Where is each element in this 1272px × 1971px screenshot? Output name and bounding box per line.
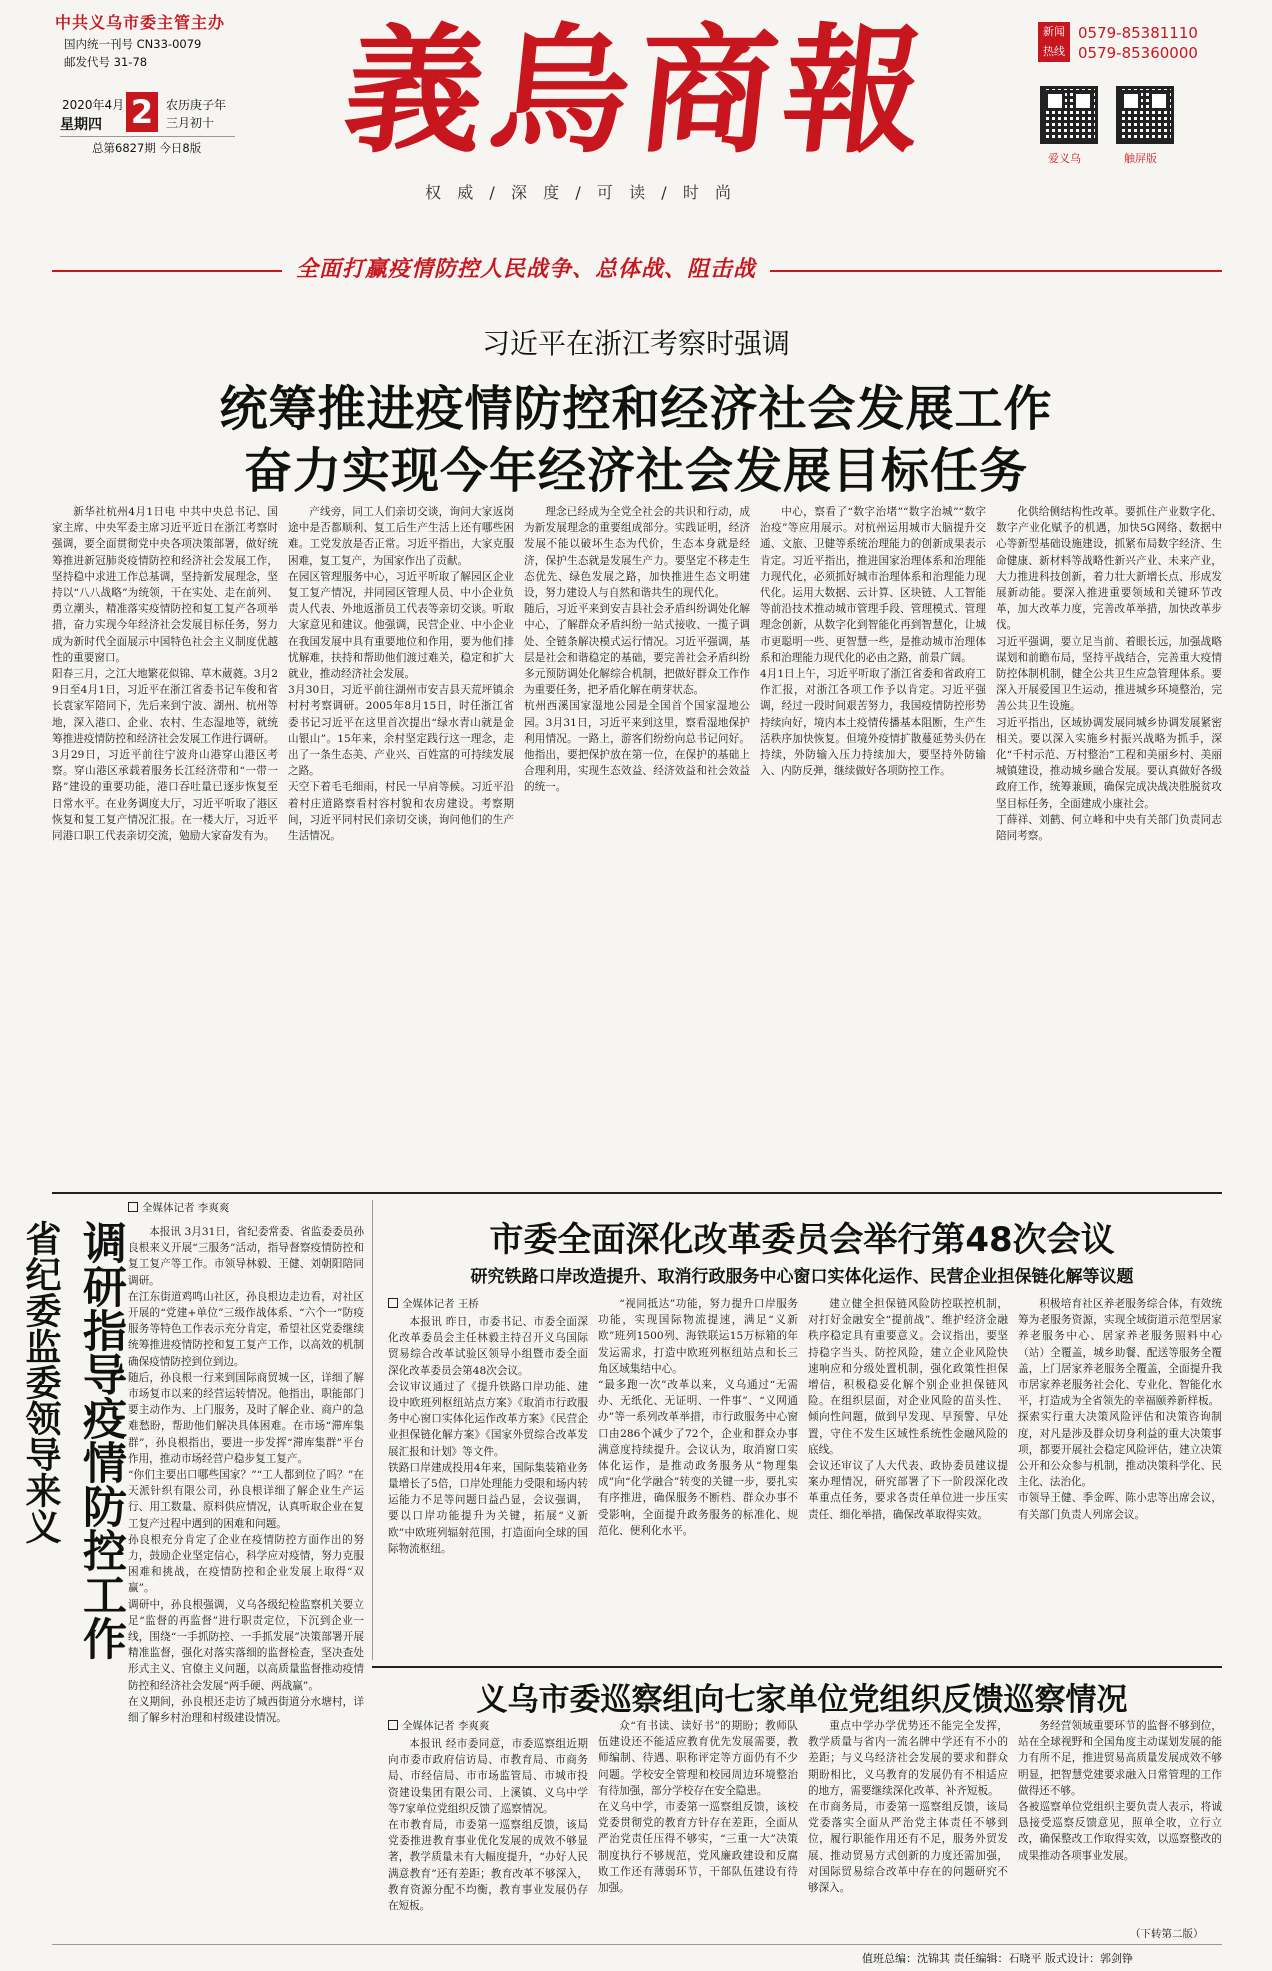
hotline-label: 热线 xyxy=(1043,45,1065,58)
lunar-day: 三月初十 xyxy=(166,116,215,130)
byline-square-icon xyxy=(128,1202,138,1212)
side-body: 本报讯 3月31日，省纪委常委、省监委委员孙良根来义开展“三服务”活动，指导督察疫情防控和复工复产等工作。市领导林毅、王健、刘朝阳陪同调研。 在江东街道鸡鸣山社区，孙良根边走边看，对社区开展的“党建+单位”三级作战体系、“六个一”防疫服务等特色工作表示充分肯定，希望社区党委继续统筹推进疫情防控和复工复产工作，以高效的机制确保疫情防控到位到边。 随后，孙良根一行来到国际商贸城一区，详细了解市场复市以来的经营运转情况。他指出，职能部门要主动作为、上门服务，及时了解企业、商户的急难愁盼，帮助他们解决具体困难。在市场“滞库集群”，孙良根指出，要进一步发挥“滞库集群”平台作用，推动市场经营户稳步复工复产。 “你们主要出口哪些国家？”“工人都到位了吗？”在天派针织有限公司，孙良根详细了解企业生产运行、用工数量、原料供应情况，认真听取企业在复工复产过程中遇到的困难和问题。 孙良根充分肯定了企业在疫情防控方面作出的努力，鼓励企业坚定信心，科学应对疫情，努力克服困难和挑战，在疫情防控和企业发展上取得“双赢”。 调研中，孙良根强调，义乌各级纪检监察机关要立足“监督的再监督”进行职责定位，下沉到企业一线，围绕“一手抓防控、一手抓发展”决策部署开展精准监督，强化对落实落细的监督检查，坚决查处形式主义、官僚主义问题，以高质量监督推动疫情防控和经济社会发展“两手硬、两战赢”。 在义期间，孙良根还走访了城西街道分水塘村，详细了解乡村治理和村级建设情况。 xyxy=(128,1226,364,1725)
slogan-char: 度 xyxy=(543,183,562,202)
slogan-char: 尚 xyxy=(715,183,734,202)
lead-headline-1: 统筹推进疫情防控和经济社会发展工作 xyxy=(219,381,1053,437)
hotline-box xyxy=(1038,22,1070,62)
hotline-phone-2: 0579-85360000 xyxy=(1078,44,1198,62)
side-headline-2: 省纪委监委领导来义 xyxy=(20,1220,61,1544)
issue-number: 总第6827期 今日8版 xyxy=(92,141,202,155)
qr-label-mobile: 触屏版 xyxy=(1124,152,1157,165)
slogan-char: 时 xyxy=(682,183,701,202)
qr-label-app: 爱义乌 xyxy=(1048,152,1081,165)
lead-headline-2: 奋力实现今年经济社会发展目标任务 xyxy=(243,443,1028,499)
lead-column-4: 中心，察看了“数字治堵”“数字治城”“数字治疫”等应用展示。对杭州运用城市大脑提升交通、文旅、卫健等系统治理能力的创新成果表示肯定。习近平指出，推进国家治理体系和治理能力现代化，必须抓好城市治理体系和治理能力现代化。运用大数据、云计算、区块链、人工智能等前沿技术推动城市管理手段、管理模式、管理理念创新，从数字化到智能化再到智慧化，让城市更聪明一些、更智慧一些，是推动城市治理体系和治理能力现代化的必由之路，前景广阔。 4月1日上午，习近平听取了浙江省委和省政府工作汇报，对浙江各项工作予以肯定。习近平强调，经过一段时间艰苦努力，我国疫情防控形势持续向好，境内本土疫情传播基本阻断，生产生活秩序加快恢复。但境外疫情扩散蔓延势头仍在持续，外防输入压力持续加大，要坚持外防输入、内防反弹，继续做好各项防控工作。 xyxy=(760,506,986,778)
side-headline-1: 调研指导疫情防控工作 xyxy=(75,1220,126,1660)
lead-kicker: 习近平在浙江考察时强调 xyxy=(481,327,790,360)
reform-column-4: 积极培育社区养老服务综合体，有效统筹为老服务资源，实现全域街道示范型居家养老服务中心、居家养老服务照料中心（站）全覆盖，城乡助餐、配送等服务全覆盖，上门居家养老服务全覆盖，全面提升我市居家养老服务社会化、专业化、智能化水平，打造成为全省领先的幸福颐养新样板。 探索实行重大决策风险评估和决策咨询制度，对凡是涉及群众切身利益的重大决策事项，都要开展社会稳定风险评估，建立决策公开和公众参与机制，推动决策科学化、民主化、法治化。 市领导王健、季金晖、陈小忠等出席会议，有关部门负责人列席会议。 xyxy=(1018,1298,1222,1521)
byline-square-icon xyxy=(388,1298,398,1308)
hotline-label: 新闻 xyxy=(1043,25,1065,38)
xunshi-column-3: 重点中学办学优势还不能完全发挥，教学质量与省内一流名牌中学还有不小的差距；与义乌经济社会发展的要求和群众期盼相比，义乌教育的发展仍有不相适应的地方，需要继续深化改革、补齐短板。 在市商务局，市委第一巡察组反馈，该局党委落实全面从严治党主体责任不够到位，履行职能作用还有不足，服务外贸发展、推动贸易方式创新的力度还需加强，对国际贸易综合改革中存在的问题研究不够深入。 xyxy=(808,1720,1008,1895)
continued-note: （下转第二版） xyxy=(1130,1928,1204,1940)
weekday: 星期四 xyxy=(60,117,102,133)
date-month: 2020年4月 xyxy=(62,98,125,112)
byline-square-icon xyxy=(388,1720,398,1730)
reform-headline: 市委全面深化改革委员会举行第48次会议 xyxy=(489,1220,1115,1260)
reform-byline: 全媒体记者 王桥 xyxy=(388,1296,479,1311)
xunshi-column-1: 本报讯 经市委同意，市委巡察组近期向市委市政府信访局、市教育局、市商务局、市经信局、市市场监管局、市城市投资建设集团有限公司、上溪镇、义乌中学等7家单位党组织反馈了巡察情况。 在市教育局，市委第一巡察组反馈，该局党委推进教育事业优化发展的成效不够显著，教学质量未有大幅度提升，“办好人民满意教育”还有差距；教育改革不够深入，教育资源分配不均衡，教育事业发展仍存在短板。 xyxy=(388,1738,588,1913)
slogan-char: 读 xyxy=(629,183,648,202)
editor-credits: 值班总编：沈锦其 责任编辑：石晓平 版式设计：郭剑铮 xyxy=(862,1952,1133,1965)
xunshi-headline: 义乌市委巡察组向七家单位党组织反馈巡察情况 xyxy=(476,1682,1128,1718)
reform-subhead: 研究铁路口岸改造提升、取消行政服务中心窗口实体化运作、民营企业担保链化解等议题 xyxy=(470,1267,1134,1287)
postal-code: 邮发代号 31-78 xyxy=(64,55,148,69)
xunshi-byline: 全媒体记者 李爽爽 xyxy=(388,1718,489,1733)
banner-slogan: 全面打赢疫情防控人民战争、总体战、阻击战 xyxy=(282,252,770,283)
slogan-char: 可 xyxy=(596,183,615,202)
hotline-phone-1: 0579-85381110 xyxy=(1078,24,1198,42)
date-day: 2 xyxy=(130,93,154,131)
date-day-box xyxy=(126,92,158,132)
lunar-year: 农历庚子年 xyxy=(166,98,227,112)
xunshi-column-2: 众“有书读、读好书”的期盼；教师队伍建设还不能适应教育优先发展需要，教师编制、待遇、职称评定等方面仍有不少问题。学校安全管理和校园周边环境整治有待加强，部分学校存在安全隐患。 在义乌中学，市委第一巡察组反馈，该校党委贯彻党的教育方针存在差距，全面从严治党责任压得不够实，“三重一大”决策制度执行不够规范，党风廉政建设和反腐败工作还有薄弱环节，干部队伍建设有待加强。 xyxy=(598,1720,798,1895)
slogan-char: 权 xyxy=(425,183,444,202)
lead-column-1: 新华社杭州4月1日电 中共中央总书记、国家主席、中央军委主席习近平近日在浙江考察时强调，要全面贯彻党中央各项决策部署，做好统筹推进新冠肺炎疫情防控和经济社会发展工作，坚持稳中求进工作总基调，坚持新发展理念，坚持以“八八战略”为统领，干在实处、走在前列、勇立潮头，精准落实疫情防控和复工复产各项举措，奋力实现今年经济社会发展目标任务，努力成为新时代全面展示中国特色社会主义制度优越性的重要窗口。 阳春三月，之江大地繁花似锦、草木葳蕤。3月29日至4月1日，习近平在浙江省委书记车俊和省长袁家军陪同下，先后来到宁波、湖州、杭州等地，深入港口、企业、农村、生态湿地等，就统筹推进疫情防控和经济社会发展工作进行调研。 3月29日，习近平前往宁波舟山港穿山港区考察。穿山港区承载着服务长江经济带和“一带一路”建设的重要功能，港口吞吐量已逐步恢复至日常水平。在业务调度大厅，习近平听取了港区恢复和复工复产情况汇报。在一楼大厅，习近平同港口职工代表亲切交流，勉励大家奋发有为。 xyxy=(52,506,278,843)
cn-number: 国内统一刊号 CN33-0079 xyxy=(64,37,202,51)
xunshi-column-4: 务经营领域重要环节的监督不够到位，站在全球视野和全国角度主动谋划发展的能力有所不足，推进贸易高质量发展成效不够明显，把智慧党建要求融入日常管理的工作做得还不够。 各被巡察单位党组织主要负责人表示，将诚恳接受巡察反馈意见，照单全收，立行立改，确保整改工作取得实效，以巡察整改的成果推动各项事业发展。 xyxy=(1018,1720,1222,1862)
side-byline: 全媒体记者 李爽爽 xyxy=(128,1200,229,1215)
reform-column-3: 建立健全担保链风险防控联控机制，对打好金融安全“提前战”、维护经济金融秩序稳定具有重要意义。会议指出，要坚持稳字当头、防控风险，建立企业风险快速响应和分级处置机制，强化政策性担保增信，积极稳妥化解个别企业担保链风险。在组织层面，对企业风险的苗头性、倾向性问题，做到早发现、早预警、早处置，守住不发生区域性系统性金融风险的底线。 会议还审议了人大代表、政协委员建议提案办理情况，研究部署了下一阶段深化改革重点任务，要求各责任单位进一步压实责任、细化举措，确保改革取得实效。 xyxy=(808,1298,1008,1521)
lead-column-5: 化供给侧结构性改革。要抓住产业数字化、数字产业化赋予的机遇，加快5G网络、数据中心等新型基础设施建设，抓紧布局数字经济、生命健康、新材料等战略性新兴产业、未来产业，大力推进科技创新，着力壮大新增长点、形成发展新动能。要深入推进重要领域和关键环节改革，加大改革力度，完善改革举措，加快改革步伐。 习近平强调，要立足当前、着眼长远，加强战略谋划和前瞻布局，坚持平战结合，完善重大疫情防控体制机制，健全公共卫生应急管理体系。要深入开展爱国卫生运动，推进城乡环境整治，完善公共卫生设施。 习近平指出，区域协调发展同城乡协调发展紧密相关。要以深入实施乡村振兴战略为抓手，深化“千村示范、万村整治”工程和美丽乡村、美丽城镇建设，推动城乡融合发展。要认真做好各级政府工作，统筹兼顾，确保完成决战决胜脱贫攻坚目标任务，全面建成小康社会。 丁薛祥、刘鹤、何立峰和中央有关部门负责同志陪同考察。 xyxy=(996,506,1222,843)
lead-column-2: 产线旁，同工人们亲切交谈，询问大家返岗途中是否都顺利、复工后生产生活上还有哪些困难。工党发放是否正常。习近平指出，大家克服困难，复工复产，为国家作出了贡献。 在园区管理服务中心，习近平听取了解园区企业复工复产情况，并同园区管理人员、中小企业负责人代表、外地返浙员工代表等亲切交谈。听取大家意见和建议。他强调，民营企业、中小企业在我国发展中具有重要地位和作用，要为他们排忧解难，扶持和帮助他们渡过难关，稳定和扩大就业，推动经济社会发展。 3月30日，习近平前往湖州市安吉县天荒坪镇余村村考察调研。2005年8月15日，时任浙江省委书记习近平在这里首次提出“绿水青山就是金山银山”。15年来，余村坚定践行这一理念，走出了一条生态美、产业兴、百姓富的可持续发展之路。 天空下着毛毛细雨，村民一早肩等候。习近平沿着村庄道路察看村容村貌和农房建设。考察期间，习近平同村民们亲切交谈，询问他们的生产生活情况。 xyxy=(288,506,514,843)
qr-code-app xyxy=(1040,86,1098,144)
lead-column-3: 理念已经成为全党全社会的共识和行动，成为新发展理念的重要组成部分。实践证明，经济发展不能以破坏生态为代价，生态本身就是经济，保护生态就是发展生产力。要坚定不移走生态优先、绿色发展之路，加快推进生态文明建设，努力建设人与自然和谐共生的现代化。 随后，习近平来到安吉县社会矛盾纠纷调处化解中心，了解群众矛盾纠纷一站式接收、一揽子调处、全链条解决模式运行情况。习近平强调，基层是社会和谐稳定的基础，要完善社会矛盾纠纷多元预防调处化解综合机制，把做好群众工作作为重要任务，把矛盾化解在萌芽状态。 杭州西溪国家湿地公园是全国首个国家湿地公园。3月31日，习近平来到这里，察看湿地保护利用情况。一路上，游客们纷纷向总书记问好。他指出，要把保护放在第一位，在保护的基础上合理利用，实现生态效益、经济效益和社会效益的统一。 xyxy=(524,506,750,794)
sponsor-line: 中共义乌市委主管主办 xyxy=(55,13,226,32)
qr-code-mobile xyxy=(1116,86,1174,144)
slogan-char: 威 xyxy=(457,183,476,202)
reform-column-1: 本报讯 昨日，市委书记、市委全面深化改革委员会主任林毅主持召开义乌国际贸易综合改革试验区领导小组暨市委全面深化改革委员会第48次会议。 会议审议通过了《提升铁路口岸功能、建设中欧班列枢纽站点方案》《取消市行政服务中心窗口实体化运作改革方案》《民营企业担保链化解方案》《国家外贸综合改革发展汇报和计划》等文件。 铁路口岸建成投用4年来，国际集装箱业务量增长了5倍，口岸处理能力受限和场内转运能力不足等问题日益凸显，会议强调，要以口岸功能提升为关键，拓展“义新欧”中欧班列辐射范围，打造面向全球的国际物流枢纽。 xyxy=(388,1316,588,1555)
masthead-title: 義烏商報 xyxy=(337,9,939,172)
slogan: 权 威 / 深 度 / 可 读 / 时 尚 xyxy=(425,183,734,202)
slogan-char: 深 xyxy=(510,183,529,202)
reform-column-2: “视同抵达”功能，努力提升口岸服务功能，实现国际物流提速，满足“义新欧”班列1500列、海铁联运15万标箱的年发运需求，打造中欧班列枢纽站点和长三角区域集结中心。 “最多跑一次”改革以来，义乌通过“无需办、无纸化、无证明、一件事”、“义网通办”等一系列改革举措，市行政服务中心窗口由286个减少了72个，企业和群众办事满意度持续提升。会议认为，取消窗口实体化运作，是推动政务服务从“物理集成”向“化学融合”转变的关键一步，要扎实有序推进，确保服务不断档、群众办事不受影响，全面提升政务服务的标准化、规范化、便利化水平。 xyxy=(598,1298,798,1537)
